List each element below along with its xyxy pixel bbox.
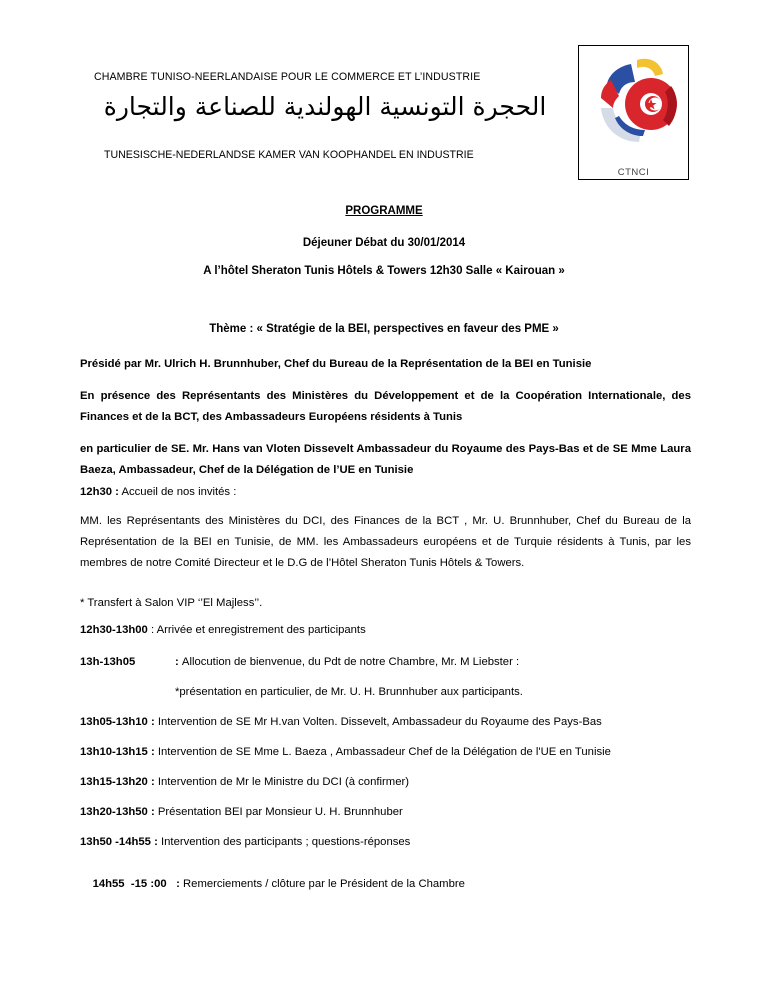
schedule-time: 13h05-13h10 xyxy=(80,716,148,728)
schedule-row xyxy=(80,716,602,728)
schedule-note: *présentation en particulier, de Mr. U. H. Brunnhuber aux participants. xyxy=(175,686,523,698)
schedule-sep: : xyxy=(175,656,182,668)
schedule-text: Arrivée et enregistrement des participants xyxy=(156,624,366,636)
chair-paragraph: Présidé par Mr. Ulrich H. Brunnhuber, Chef du Bureau de la Représentation de la BEI en Tunisie xyxy=(80,358,592,370)
welcome-time: 12h30 : xyxy=(80,486,119,498)
welcome-text: Accueil de nos invités : xyxy=(118,486,237,498)
schedule-sep: : xyxy=(147,776,158,788)
schedule-row xyxy=(80,866,465,902)
event-place: A l’hôtel Sheraton Tunis Hôtels & Towers 12h30 Salle « Kairouan » xyxy=(203,265,565,277)
particular-paragraph: en particulier de SE. Mr. Hans van Vloten Dissevelt Ambassadeur du Royaume des Pays-Bas et de SE Mme Laura Baeza, Ambassadeur, Chef de la Délégation de l’UE en Tunisie xyxy=(80,443,691,476)
schedule-sep: : xyxy=(147,746,158,758)
schedule-text: Intervention de SE Mme L. Baeza , Ambassadeur Chef de la Délégation de l'UE en Tunisie xyxy=(157,746,611,758)
schedule-sep: : xyxy=(166,878,183,890)
schedule-text: Présentation BEI par Monsieur U. H. Brunnhuber xyxy=(157,806,403,818)
schedule-text: Remerciements / clôture par le Président de la Chambre xyxy=(183,878,465,890)
schedule-row xyxy=(80,656,519,668)
schedule-time: 13h20-13h50 xyxy=(80,806,148,818)
schedule-row xyxy=(80,776,409,788)
guests-paragraph: MM. les Représentants des Ministères du DCI, des Finances de la BCT , Mr. U. Brunnhuber, Chef du Bureau de la Représentation de la BEI en Tunisie, de MM. les Ambassadeurs européens et de Turquie résidents à Tunis, par les membres de notre Comité Directeur et le D.G de l’Hôtel Sheraton Tunis Hôtels & Towers. xyxy=(80,515,691,569)
schedule-text: Intervention de Mr le Ministre du DCI (à confirmer) xyxy=(157,776,409,788)
schedule-time: 13h50 -14h55 xyxy=(80,836,151,848)
schedule-row xyxy=(80,806,403,818)
schedule-time: 13h15-13h20 xyxy=(80,776,148,788)
schedule-sep: : xyxy=(147,806,158,818)
schedule-time: 12h30-13h00 xyxy=(80,624,148,636)
schedule-sep: : xyxy=(147,716,158,728)
schedule-text: Intervention des participants ; questions-réponses xyxy=(161,836,411,848)
chamber-logo-icon xyxy=(579,46,688,179)
event-date: Déjeuner Débat du 30/01/2014 xyxy=(302,237,466,249)
header-title-ar: الحجرة التونسية الهولندية للصناعة والتجارة xyxy=(103,92,547,121)
schedule-time: 14h55 -15 :00 xyxy=(92,878,167,890)
programme-heading: PROGRAMME xyxy=(345,205,423,217)
chamber-logo xyxy=(578,45,689,180)
schedule-row xyxy=(80,624,366,636)
header-title-nl: TUNESISCHE-NEDERLANDSE KAMER VAN KOOPHANDEL EN INDUSTRIE xyxy=(104,149,474,161)
schedule-text: Allocution de bienvenue, du Pdt de notre Chambre, Mr. M Liebster : xyxy=(181,656,520,668)
logo-caption: CTNCI xyxy=(617,167,650,178)
schedule-row xyxy=(80,746,611,758)
schedule-time: 13h-13h05 xyxy=(80,656,136,668)
presence-paragraph: En présence des Représentants des Ministères du Développement et de la Coopération Internationale, des Finances et de la BCT, des Ambassadeurs Européens résidents à Tunis xyxy=(80,390,691,423)
schedule-text: Intervention de SE Mr H.van Volten. Dissevelt, Ambassadeur du Royaume des Pays-Bas xyxy=(157,716,602,728)
schedule-time: 13h10-13h15 xyxy=(80,746,148,758)
header-title-fr: CHAMBRE TUNISO-NEERLANDAISE POUR LE COMMERCE ET L’INDUSTRIE xyxy=(94,71,481,83)
schedule-row xyxy=(80,836,410,848)
schedule-sep: : xyxy=(147,624,157,636)
event-theme: Thème : « Stratégie de la BEI, perspectives en faveur des PME » xyxy=(209,323,559,335)
transfer-line: * Transfert à Salon VIP ‘’El Majless’’. xyxy=(80,597,263,609)
welcome-line xyxy=(80,486,236,498)
schedule-sep: : xyxy=(150,836,162,848)
